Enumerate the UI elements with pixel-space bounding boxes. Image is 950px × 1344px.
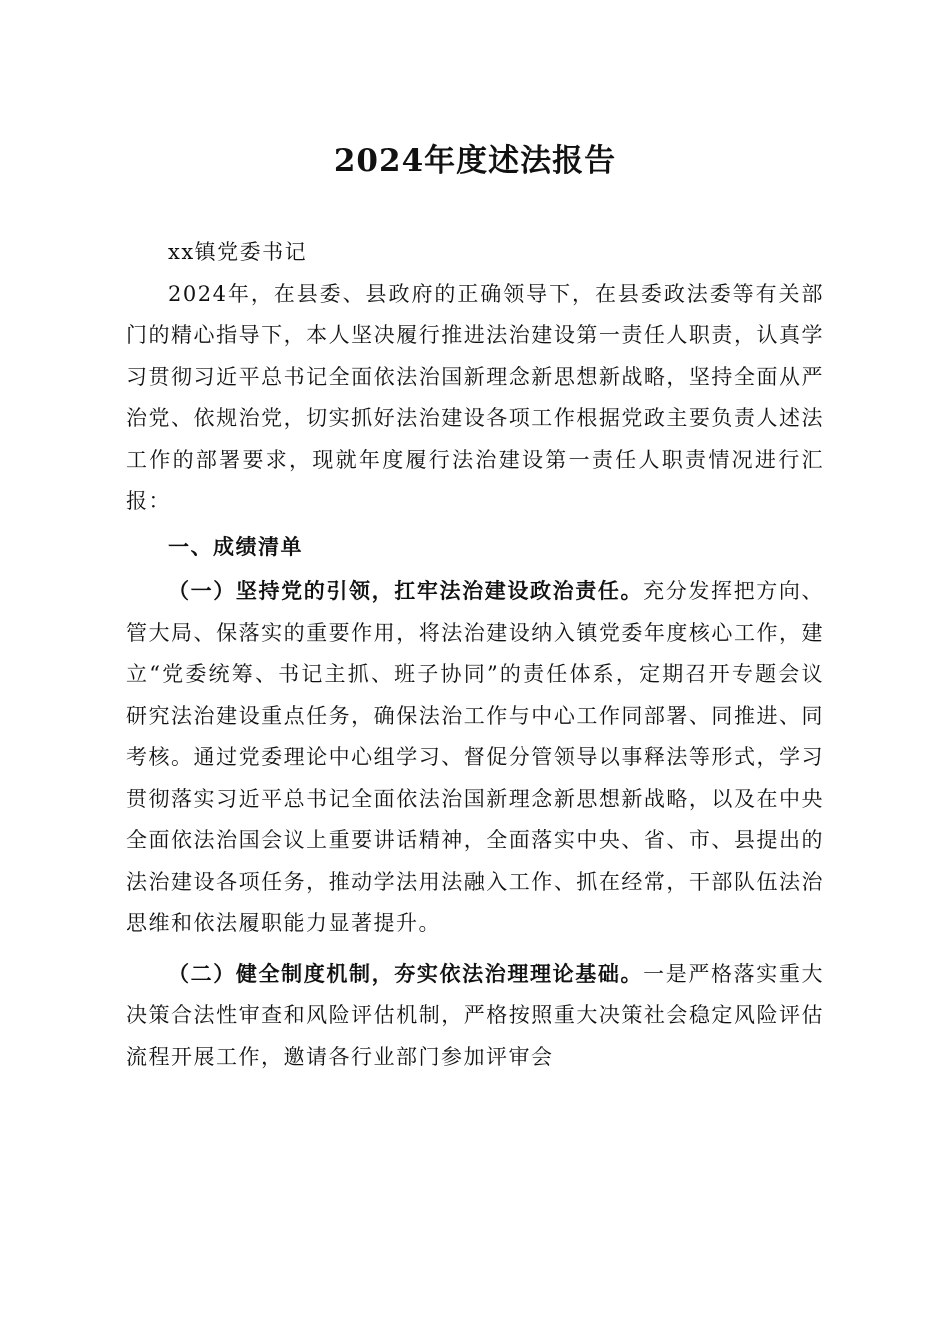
section-1-title: （一）坚持党的引领，扛牢法治建设政治责任。: [168, 578, 644, 603]
section-2-text: 一是严格落实重大决策合法性审查和风险评估机制，严格按照重大决策社会稳定风险评估流程开展工作，邀请各行业部门参加评审会: [126, 961, 824, 1069]
section-heading-1: 一、成绩清单: [168, 534, 303, 559]
author-line: xx镇党委书记: [168, 240, 308, 264]
document-title: 2024年度述法报告: [333, 143, 617, 179]
intro-paragraph: 2024年，在县委、县政府的正确领导下，在县委政法委等有关部门的精心指导下，本人坚决履行推进法治建设第一责任人职责，认真学习贯彻习近平总书记全面依法治国新理念新思想新战略，坚持全面从严治党、依规治党，切实抓好法治建设各项工作根据党政主要负责人述法工作的部署要求，现就年度履行法治建设第一责任人职责情况进行汇报：: [126, 281, 824, 513]
section-1-text: 充分发挥把方向、管大局、保落实的重要作用，将法治建设纳入镇党委年度核心工作，建立“党委统筹、书记主抓、班子协同”的责任体系，定期召开专题会议研究法治建设重点任务，确保法治工作与中心工作同部署、同推进、同考核。通过党委理论中心组学习、督促分管领导以事释法等形式，学习贯彻落实习近平总书记全面依法治国新理念新思想新战略，以及在中央全面依法治国会议上重要讲话精神，全面落实中央、省、市、县提出的法治建设各项任务，推动学法用法融入工作、抓在经常，干部队伍法治思维和依法履职能力显著提升。: [126, 579, 824, 935]
section-1-paragraph: [126, 570, 824, 945]
section-2-title: （二）健全制度机制，夯实依法治理理论基础。: [168, 960, 644, 986]
document-body: [126, 232, 824, 1078]
section-2-paragraph: [126, 953, 824, 1079]
